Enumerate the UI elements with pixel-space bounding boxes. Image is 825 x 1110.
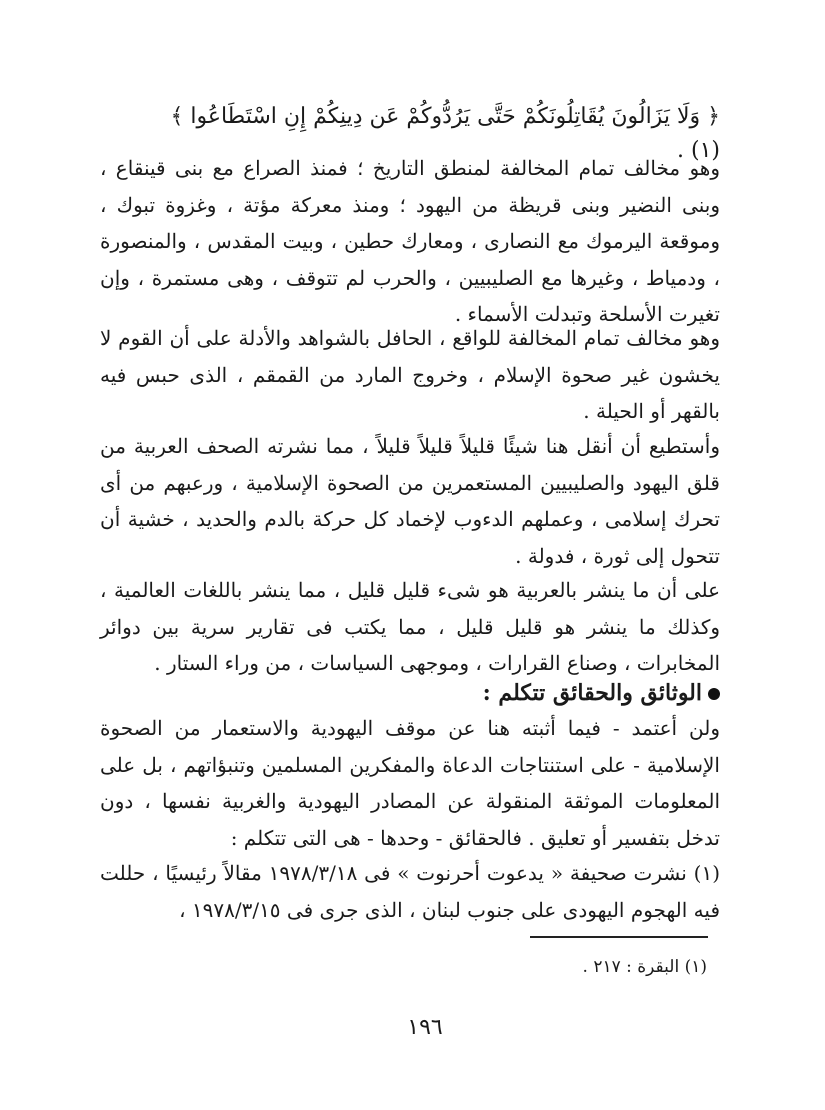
paragraph-method: ولن أعتمد - فيما أثبته هنا عن موقف اليهودية والاستعمار من الصحوة الإسلامية - على استنتاجات الدعاة والمفكرين المسلمين وتنبؤاتهم ، بل على المعلومات الموثقة المنقولة عن المصادر اليهودية والغربية نفسها ، دون تدخل بتفسير أو تعليق . فالحقائق - وحدها - هى التى تتكلم : <box>100 716 721 850</box>
paragraph-reality: وهو مخالف تمام المخالفة للواقع ، الحافل بالشواهد والأدلة على أن القوم لا يخشون غير صحوة الإسلام ، وخروج المارد من القمقم ، الذى حبس فيه بالقهر أو الحيلة . <box>100 326 720 423</box>
footnote: (١) البقرة : ٢١٧ . <box>582 957 707 977</box>
paragraph-press: وأستطيع أن أنقل هنا شيئًا قليلاً قليلاً قليلاً ، مما نشرته الصحف العربية من قلق اليهود والصليبيين المستعمرين من الصحوة الإسلامية ، ورعبهم من أى تحرك إسلامى ، وعملهم الدءوب لإخماد كل حركة بالدم والحديد ، خشية أن تتحول إلى ثورة ، فدولة . <box>100 434 720 568</box>
page-number: ١٩٦ <box>407 1015 443 1040</box>
footnote-divider <box>530 936 708 938</box>
paragraph-item-1: (١) نشرت صحيفة « يدعوت أحرنوت » فى ١٩٧٨/٣/١٨ مقالاً رئيسيًا ، حللت فيه الهجوم اليهودى على جنوب لبنان ، الذى جرى فى ١٩٧٨/٣/١٥ ، <box>100 861 720 922</box>
paragraph-history: وهو مخالف تمام المخالفة لمنطق التاريخ ؛ فمنذ الصراع مع بنى قينقاع ، وبنى النضير وبنى قريظة من اليهود ؛ ومنذ معركة مؤتة ، وغزوة تبوك ، وموقعة اليرموك مع النصارى ، ومعارك حطين ، وبيت المقدس ، والمنصورة ، ودمياط ، وغيرها مع الصليبيين ، والحرب لم تتوقف ، وهى مستمرة ، وإن تغيرت الأسلحة وتبدلت الأسماء . <box>100 156 720 326</box>
section-heading <box>483 676 720 710</box>
paragraph-reports: على أن ما ينشر بالعربية هو شىء قليل قليل ، مما ينشر باللغات العالمية ، وكذلك ما ينشر هو قليل قليل ، مما يكتب فى تقارير سرية بين دوائر المخابرات ، وصناع القرارات ، وموجهى السياسات ، من وراء الستار . <box>100 578 720 675</box>
section-heading-text: الوثائق والحقائق تتكلم : <box>482 680 702 706</box>
quran-verse: ﴿ وَلَا يَزَالُونَ يُقَاتِلُونَكُمْ حَتَّى يَرُدُّوكُمْ عَن دِينِكُمْ إِنِ اسْتَطَاعُوا ﴾ (١) . <box>170 104 720 163</box>
bullet-icon <box>708 688 720 700</box>
